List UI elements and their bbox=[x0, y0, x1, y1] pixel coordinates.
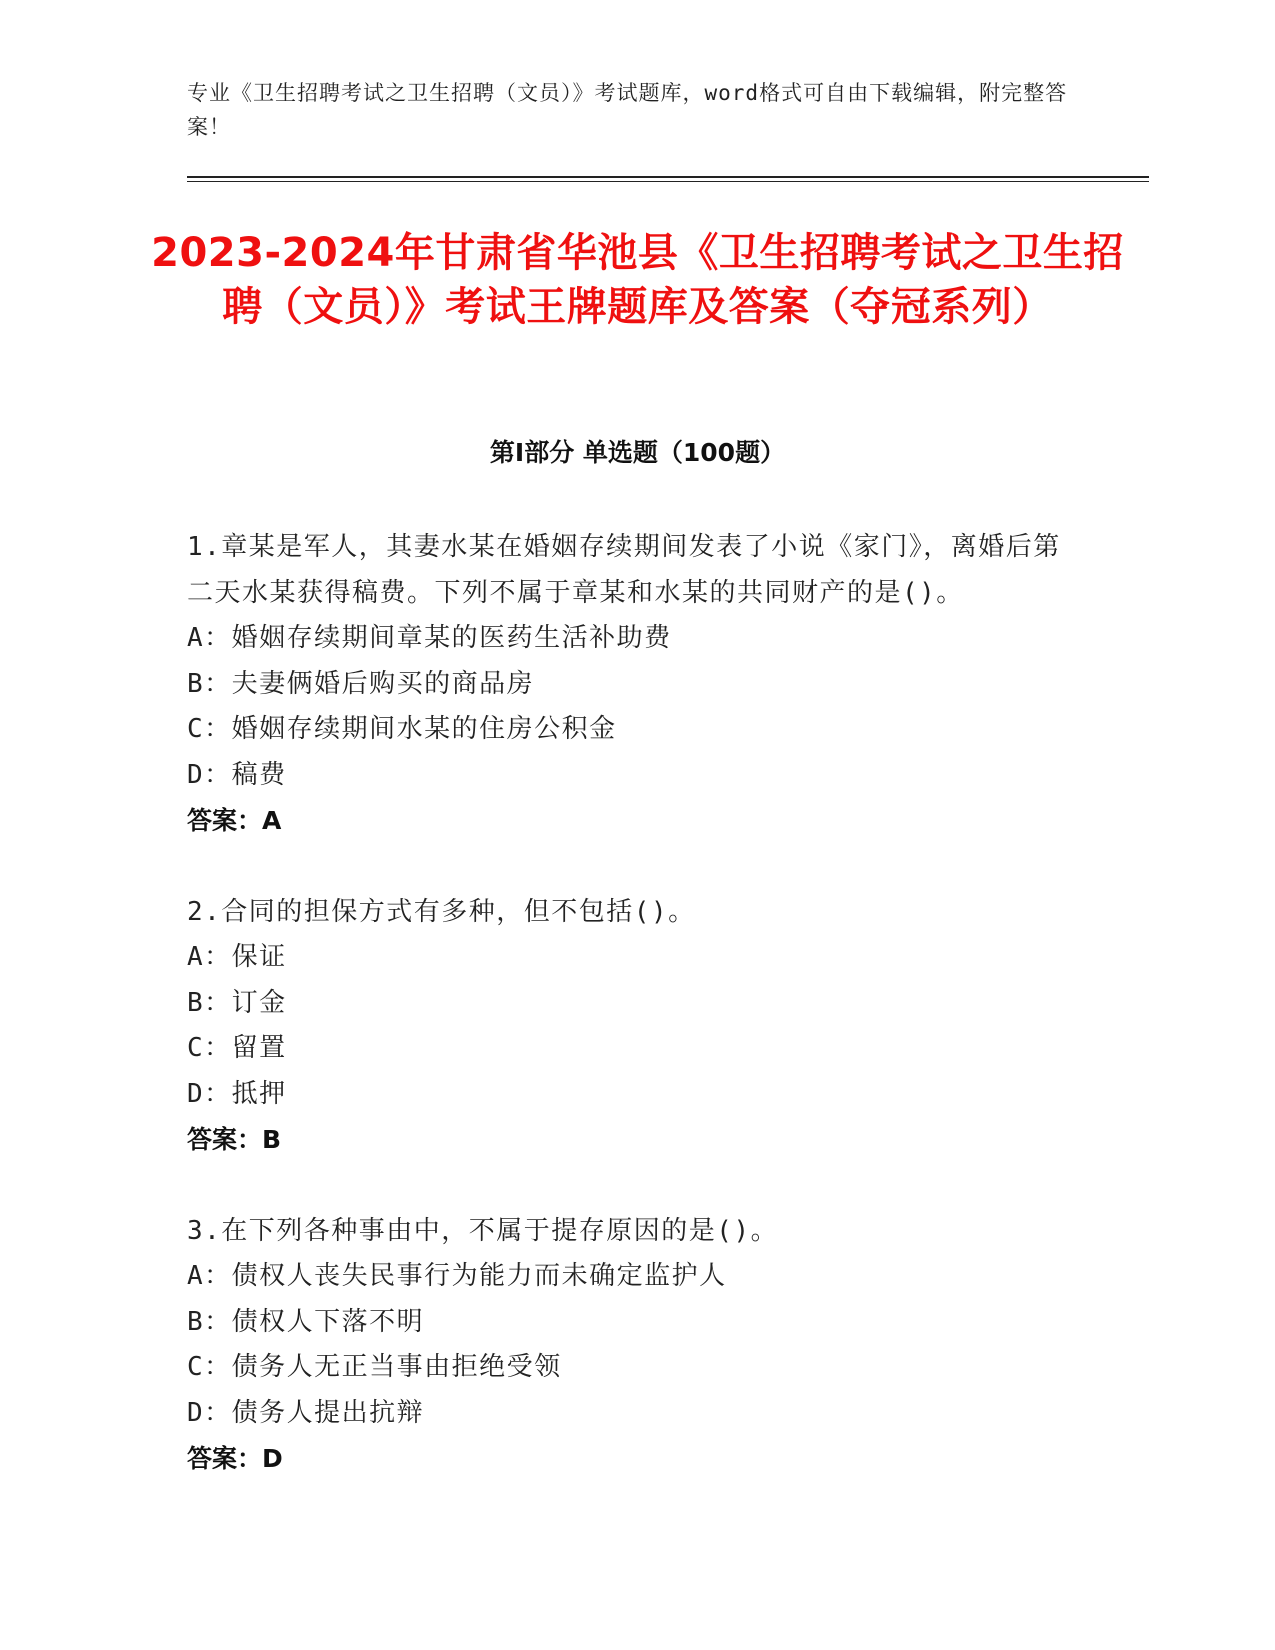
question-item bbox=[187, 525, 1087, 844]
answer-line: 答案：A bbox=[187, 806, 282, 835]
option-b: B：债权人下落不明 bbox=[187, 1306, 425, 1337]
option-b: B：订金 bbox=[187, 987, 287, 1018]
option-d: D：抵押 bbox=[187, 1078, 287, 1109]
question-list bbox=[187, 525, 1087, 1528]
answer-line: 答案：D bbox=[187, 1444, 283, 1473]
option-d: D：债务人提出抗辩 bbox=[187, 1397, 425, 1428]
option-c: C：债务人无正当事由拒绝受领 bbox=[187, 1352, 562, 1382]
option-c: C：婚姻存续期间水某的住房公积金 bbox=[187, 714, 617, 744]
question-stem: 2.合同的担保方式有多种，但不包括()。 bbox=[187, 896, 696, 927]
section-title: 第I部分 单选题（100题） bbox=[489, 438, 786, 467]
option-c: C：留置 bbox=[187, 1033, 287, 1063]
option-d: D：稿费 bbox=[187, 759, 287, 790]
option-a: A：债权人丧失民事行为能力而未确定监护人 bbox=[187, 1261, 727, 1291]
header-divider-thick bbox=[187, 176, 1149, 178]
question-item bbox=[187, 1209, 1087, 1482]
answer-line: 答案：B bbox=[187, 1125, 282, 1154]
header-note: 专业《卫生招聘考试之卫生招聘（文员）》考试题库，word格式可自由下载编辑，附完整答案！ bbox=[187, 81, 1068, 139]
question-item bbox=[187, 890, 1087, 1163]
question-stem: 3.在下列各种事由中，不属于提存原因的是()。 bbox=[187, 1215, 779, 1246]
header-divider-thin bbox=[187, 181, 1149, 182]
document-title: 2023-2024年甘肃省华池县《卫生招聘考试之卫生招聘（文员）》考试王牌题库及答案（夺冠系列） bbox=[151, 230, 1124, 330]
option-b: B：夫妻俩婚后购买的商品房 bbox=[187, 668, 535, 699]
question-stem: 1.章某是军人，其妻水某在婚姻存续期间发表了小说《家门》，离婚后第二天水某获得稿费。下列不属于章某和水某的共同财产的是()。 bbox=[187, 532, 1061, 608]
option-a: A：保证 bbox=[187, 942, 287, 972]
option-a: A：婚姻存续期间章某的医药生活补助费 bbox=[187, 623, 672, 653]
